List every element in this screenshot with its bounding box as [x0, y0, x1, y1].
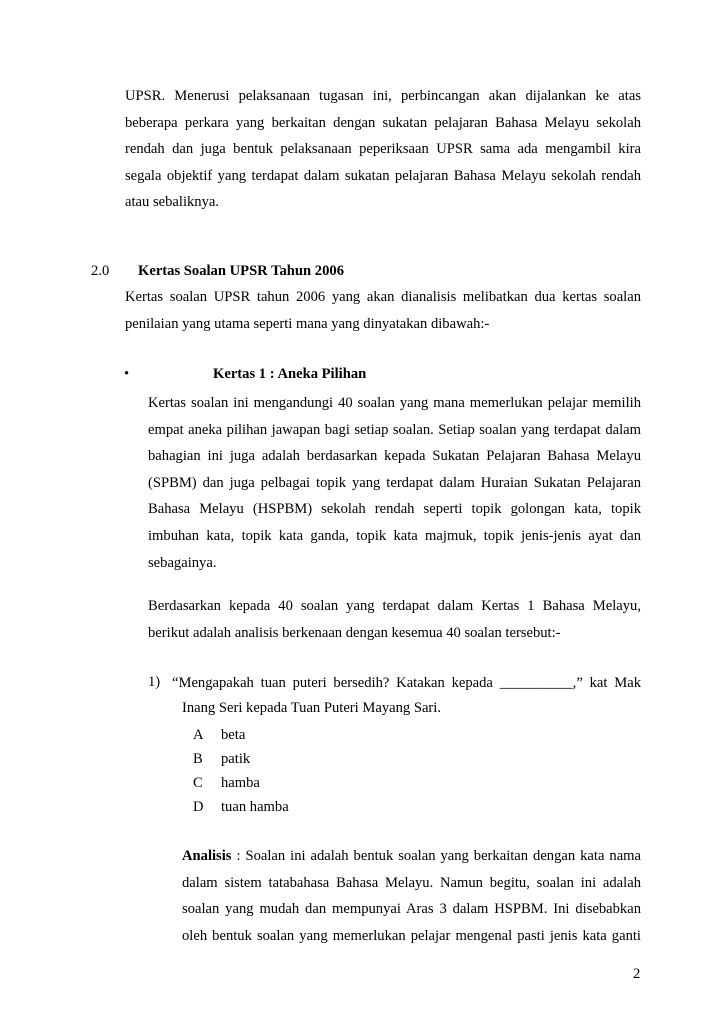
kertas1-line: imbuhan kata, topik kata ganda, topik kata majmuk, topik jenis-jenis ayat dan: [148, 527, 641, 544]
analysis-intro-line: berikut adalah analisis berkenaan dengan kesemua 40 soalan tersebut:-: [148, 624, 561, 641]
option-letter: C: [193, 775, 203, 791]
section-heading: Kertas Soalan UPSR Tahun 2006: [138, 263, 344, 279]
analysis-intro-paragraph: [148, 593, 641, 646]
analysis-paragraph: [182, 843, 641, 949]
analysis-line: soalan yang mudah dan mempunyai Aras 3 dalam HSPBM. Ini disebabkan: [182, 901, 641, 918]
intro-line: atau sebaliknya.: [125, 194, 220, 211]
question-number: 1): [148, 674, 161, 690]
option-text: hamba: [221, 775, 260, 791]
intro-paragraph: [125, 83, 641, 216]
kertas1-line: sebagainya.: [148, 554, 217, 571]
analysis-intro-line: Berdasarkan kepada 40 soalan yang terdapat dalam Kertas 1 Bahasa Melayu,: [148, 598, 641, 614]
bullet-heading: Kertas 1 : Aneka Pilihan: [213, 366, 367, 382]
option-text: beta: [221, 727, 246, 743]
section-number: 2.0: [91, 263, 110, 279]
option-text: tuan hamba: [221, 799, 289, 815]
section-line: penilaian yang utama seperti mana yang dinyatakan dibawah:-: [125, 315, 490, 332]
section-line: Kertas soalan UPSR tahun 2006 yang akan dianalisis melibatkan dua kertas soalan: [125, 289, 641, 305]
kertas1-line: bahagian ini juga adalah berdasarkan kepada Sukatan Pelajaran Bahasa Melayu: [148, 448, 641, 465]
kertas1-line: Bahasa Melayu (HSPBM) sekolah rendah seperti topik golongan kata, topik: [148, 501, 641, 518]
kertas1-line: (SPBM) dan juga pelbagai topik yang terdapat dalam Huraian Sukatan Pelajaran: [148, 474, 641, 491]
intro-line: rendah dan juga bentuk pelaksanaan peperiksaan UPSR sama ada mengambil kira: [125, 141, 641, 158]
question-text: [172, 670, 641, 697]
kertas1-line: empat aneka pilihan jawapan bagi setiap soalan. Setiap soalan yang terdapat dalam: [148, 421, 641, 438]
question-line: “Mengapakah tuan puteri bersedih? Katakan kepada __________,” kat Mak: [172, 675, 641, 691]
analysis-label: Analisis: [182, 848, 232, 864]
option-letter: A: [193, 727, 204, 743]
kertas1-line: Kertas soalan ini mengandungi 40 soalan yang mana memerlukan pelajar memilih: [148, 395, 641, 411]
question-line: Inang Seri kepada Tuan Puteri Mayang Sari.: [182, 700, 441, 716]
intro-line: UPSR. Menerusi pelaksanaan tugasan ini, perbincangan akan dijalankan ke atas: [125, 88, 641, 104]
intro-line: beberapa perkara yang berkaitan dengan sukatan pelajaran Bahasa Melayu sekolah: [125, 114, 641, 131]
option-text: patik: [221, 751, 251, 767]
intro-line: segala objektif yang terdapat dalam sukatan pelajaran Bahasa Melayu sekolah rendah: [125, 167, 641, 184]
section-paragraph: [125, 284, 641, 337]
option-letter: D: [193, 799, 204, 815]
option-letter: B: [193, 751, 203, 767]
bullet-icon: •: [124, 366, 130, 382]
analysis-line: oleh bentuk soalan yang memerlukan pelajar mengenal pasti jenis kata ganti: [182, 927, 641, 944]
analysis-text: : Soalan ini adalah bentuk soalan yang berkaitan dengan kata nama: [236, 848, 641, 864]
analysis-first-line: [182, 843, 641, 870]
analysis-line: dalam sistem tatabahasa Bahasa Melayu. Namun begitu, soalan ini adalah: [182, 874, 641, 891]
page-number: 2: [633, 966, 641, 982]
kertas1-paragraph: [148, 390, 641, 576]
